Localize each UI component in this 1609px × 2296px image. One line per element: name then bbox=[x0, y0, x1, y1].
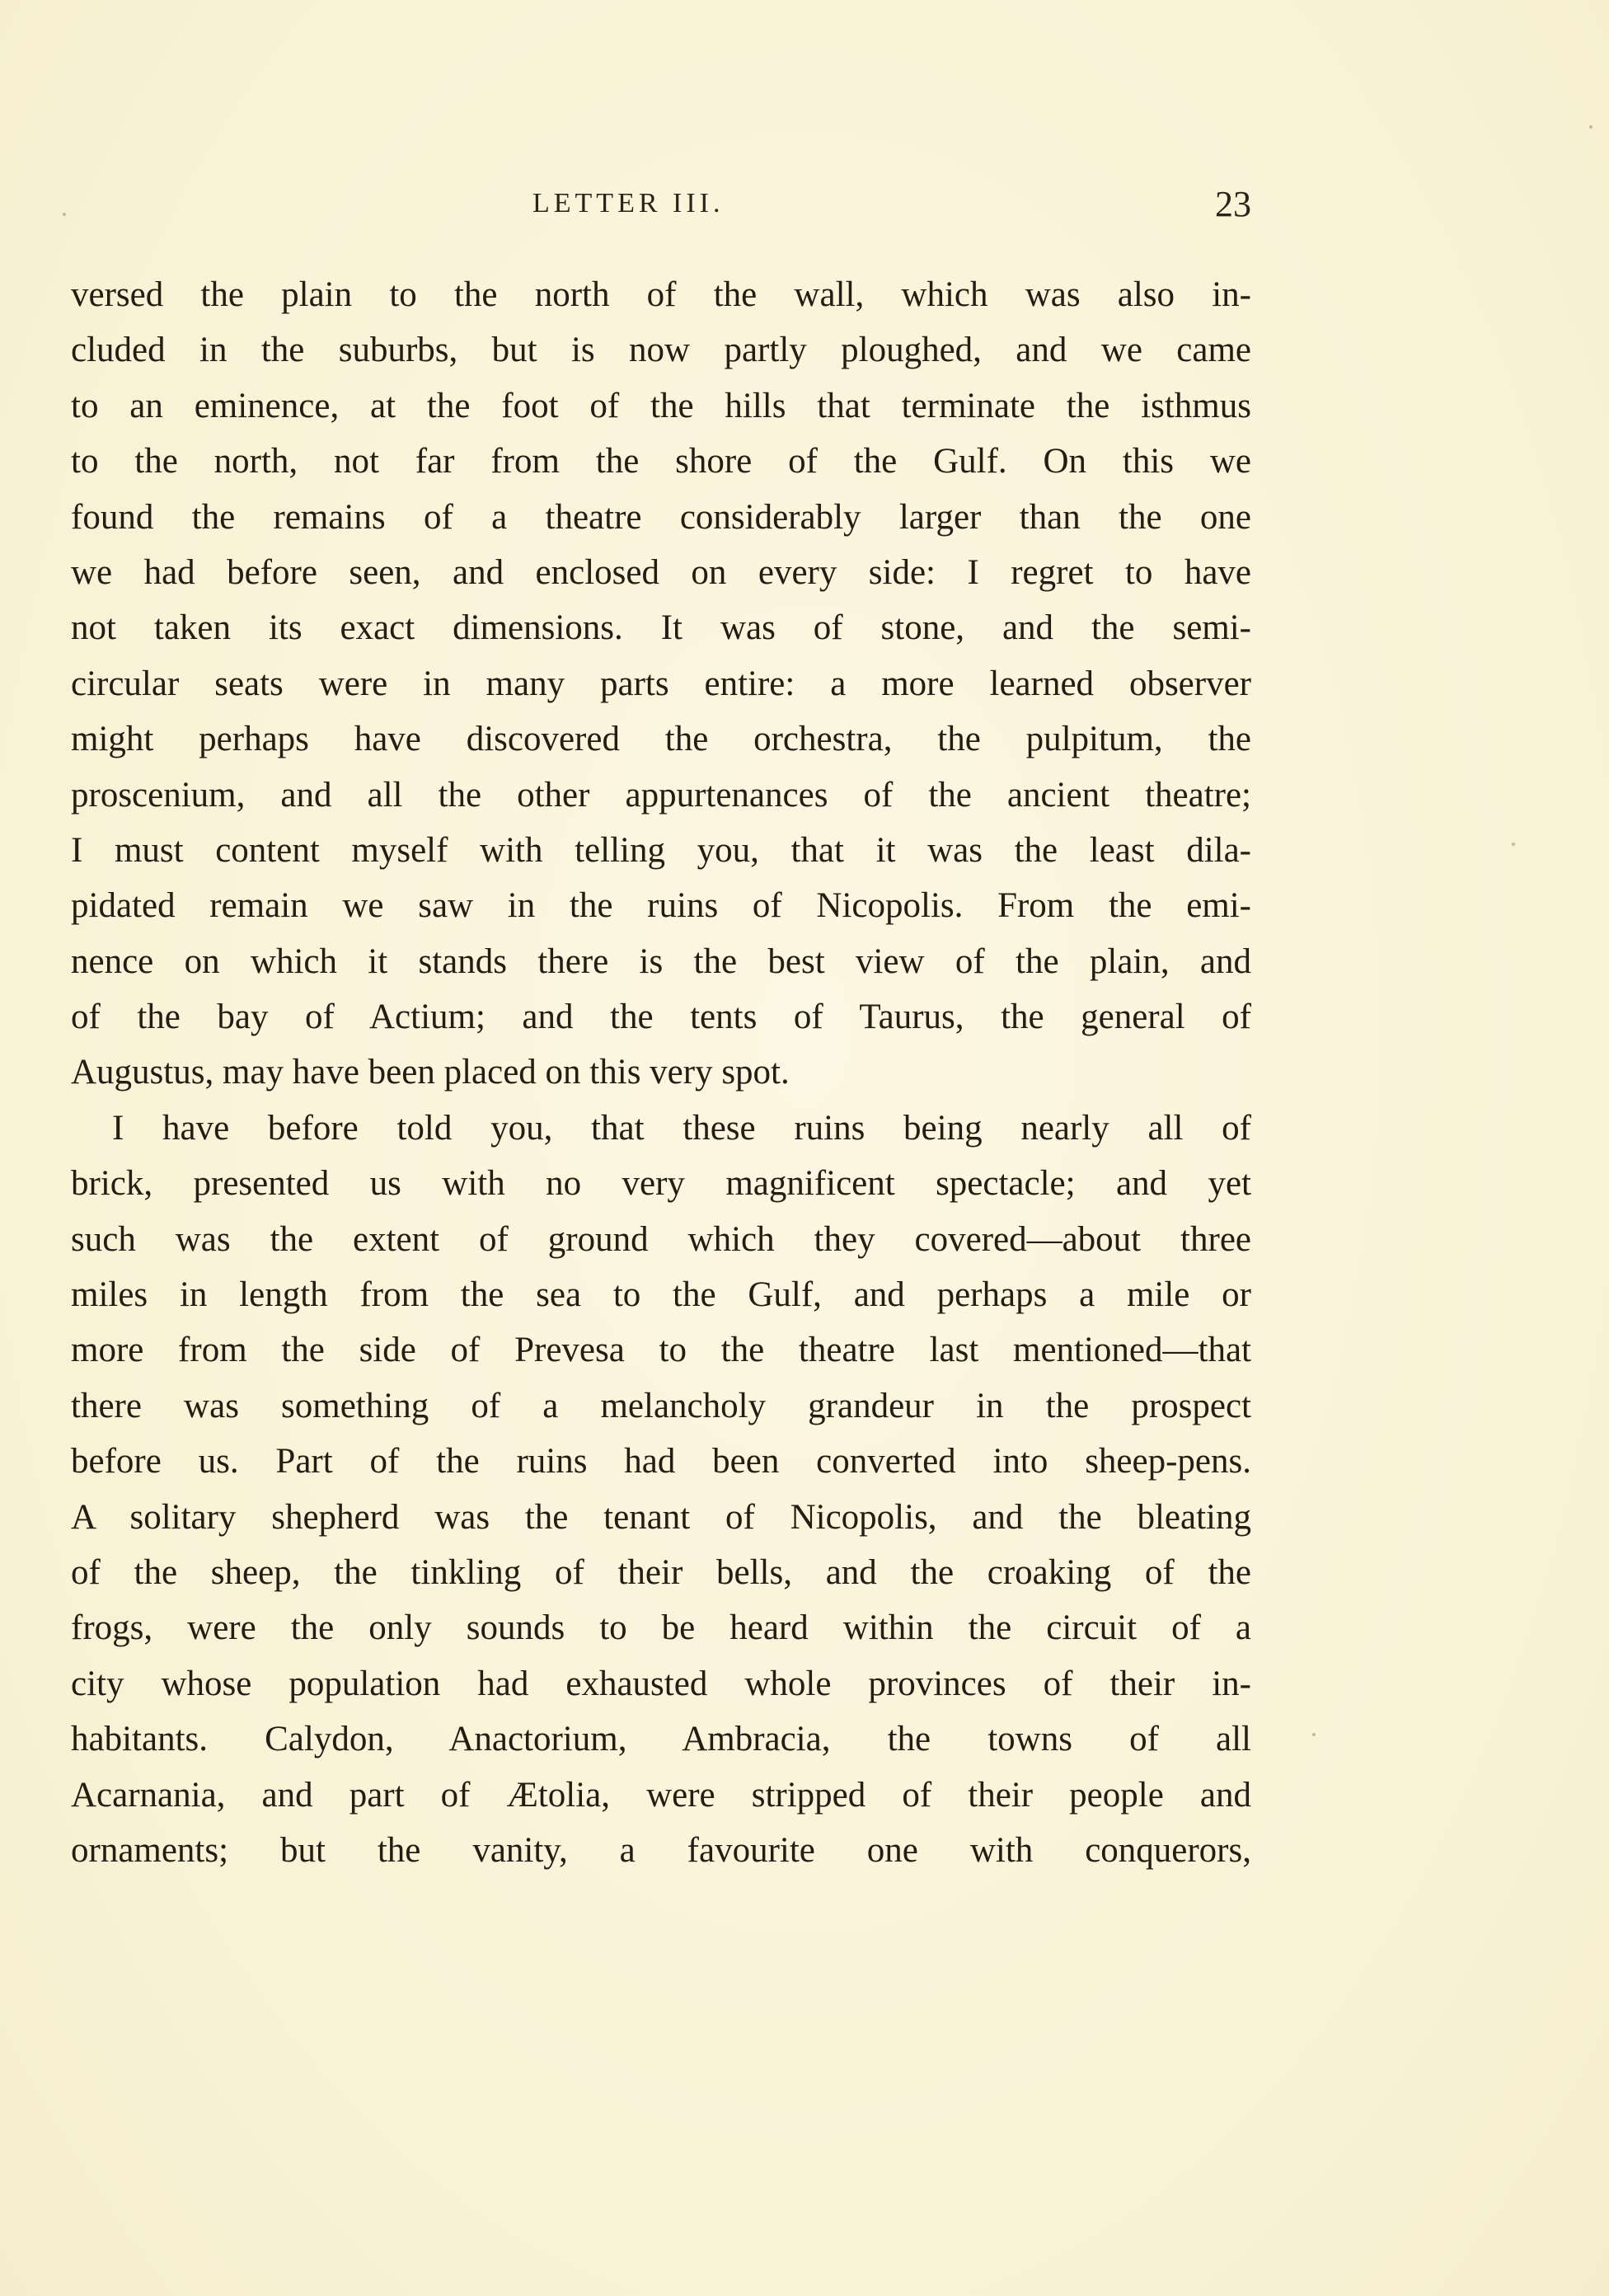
text-line: more from the side of Prevesa to the theatre last mentioned—that bbox=[71, 1331, 1251, 1370]
text-line: circular seats were in many parts entire: a more learned observer bbox=[71, 664, 1251, 703]
text-line: cluded in the suburbs, but is now partly ploughed, and we came bbox=[71, 331, 1251, 370]
text-line: before us. Part of the ruins had been converted into sheep-pens. bbox=[71, 1442, 1251, 1481]
text-line: nence on which it stands there is the best view of the plain, and bbox=[71, 941, 1251, 981]
text-line: of the bay of Actium; and the tents of Taurus, the general of bbox=[71, 998, 1251, 1037]
text-line: might perhaps have discovered the orchestra, the pulpitum, the bbox=[71, 720, 1251, 759]
text-line: of the sheep, the tinkling of their bells, and the croaking of the bbox=[71, 1552, 1251, 1592]
text-line: to the north, not far from the shore of the Gulf. On this we bbox=[71, 442, 1251, 481]
running-title: LETTER III. bbox=[532, 188, 725, 218]
text-line: Augustus, may have been placed on this very spot. bbox=[71, 1053, 790, 1092]
text-line: habitants. Calydon, Anactorium, Ambracia, the towns of all bbox=[71, 1720, 1251, 1759]
paragraph-1 bbox=[71, 267, 1251, 1101]
paper-speck bbox=[1312, 1733, 1316, 1736]
paper-speck bbox=[63, 213, 66, 216]
text-line: not taken its exact dimensions. It was of stone, and the semi- bbox=[71, 608, 1251, 648]
paper-speck bbox=[1512, 843, 1515, 846]
text-line: Acarnania, and part of Ætolia, were stripped of their people and bbox=[71, 1775, 1251, 1815]
running-head bbox=[71, 184, 1251, 237]
text-line: ornaments; but the vanity, a favourite one with conquerors, bbox=[71, 1830, 1251, 1870]
text-line: miles in length from the sea to the Gulf, and perhaps a mile or bbox=[71, 1275, 1251, 1315]
text-line: A solitary shepherd was the tenant of Nicopolis, and the bleating bbox=[71, 1497, 1251, 1537]
text-line: we had before seen, and enclosed on every side: I regret to have bbox=[71, 552, 1251, 592]
page-number: 23 bbox=[1215, 184, 1251, 224]
text-line: found the remains of a theatre considerably larger than the one bbox=[71, 497, 1251, 537]
paragraph-2 bbox=[71, 1101, 1251, 1878]
text-line: frogs, were the only sounds to be heard within the circuit of a bbox=[71, 1608, 1251, 1648]
paper-speck bbox=[1589, 125, 1593, 129]
text-line: such was the extent of ground which they covered—about three bbox=[71, 1219, 1251, 1259]
text-line: pidated remain we saw in the ruins of Nicopolis. From the emi- bbox=[71, 886, 1251, 926]
text-line: brick, presented us with no very magnificent spectacle; and yet bbox=[71, 1164, 1251, 1204]
text-line: to an eminence, at the foot of the hills that terminate the isthmus bbox=[71, 386, 1251, 425]
body-text bbox=[71, 267, 1251, 1878]
text-line: I have before told you, that these ruins being nearly all of bbox=[112, 1108, 1251, 1148]
text-line: I must content myself with telling you, that it was the least dila- bbox=[71, 830, 1251, 870]
text-line: versed the plain to the north of the wall, which was also in- bbox=[71, 275, 1251, 314]
text-line: there was something of a melancholy grandeur in the prospect bbox=[71, 1386, 1251, 1425]
text-line: city whose population had exhausted whole provinces of their in- bbox=[71, 1664, 1251, 1703]
text-line: proscenium, and all the other appurtenances of the ancient theatre; bbox=[71, 775, 1251, 815]
